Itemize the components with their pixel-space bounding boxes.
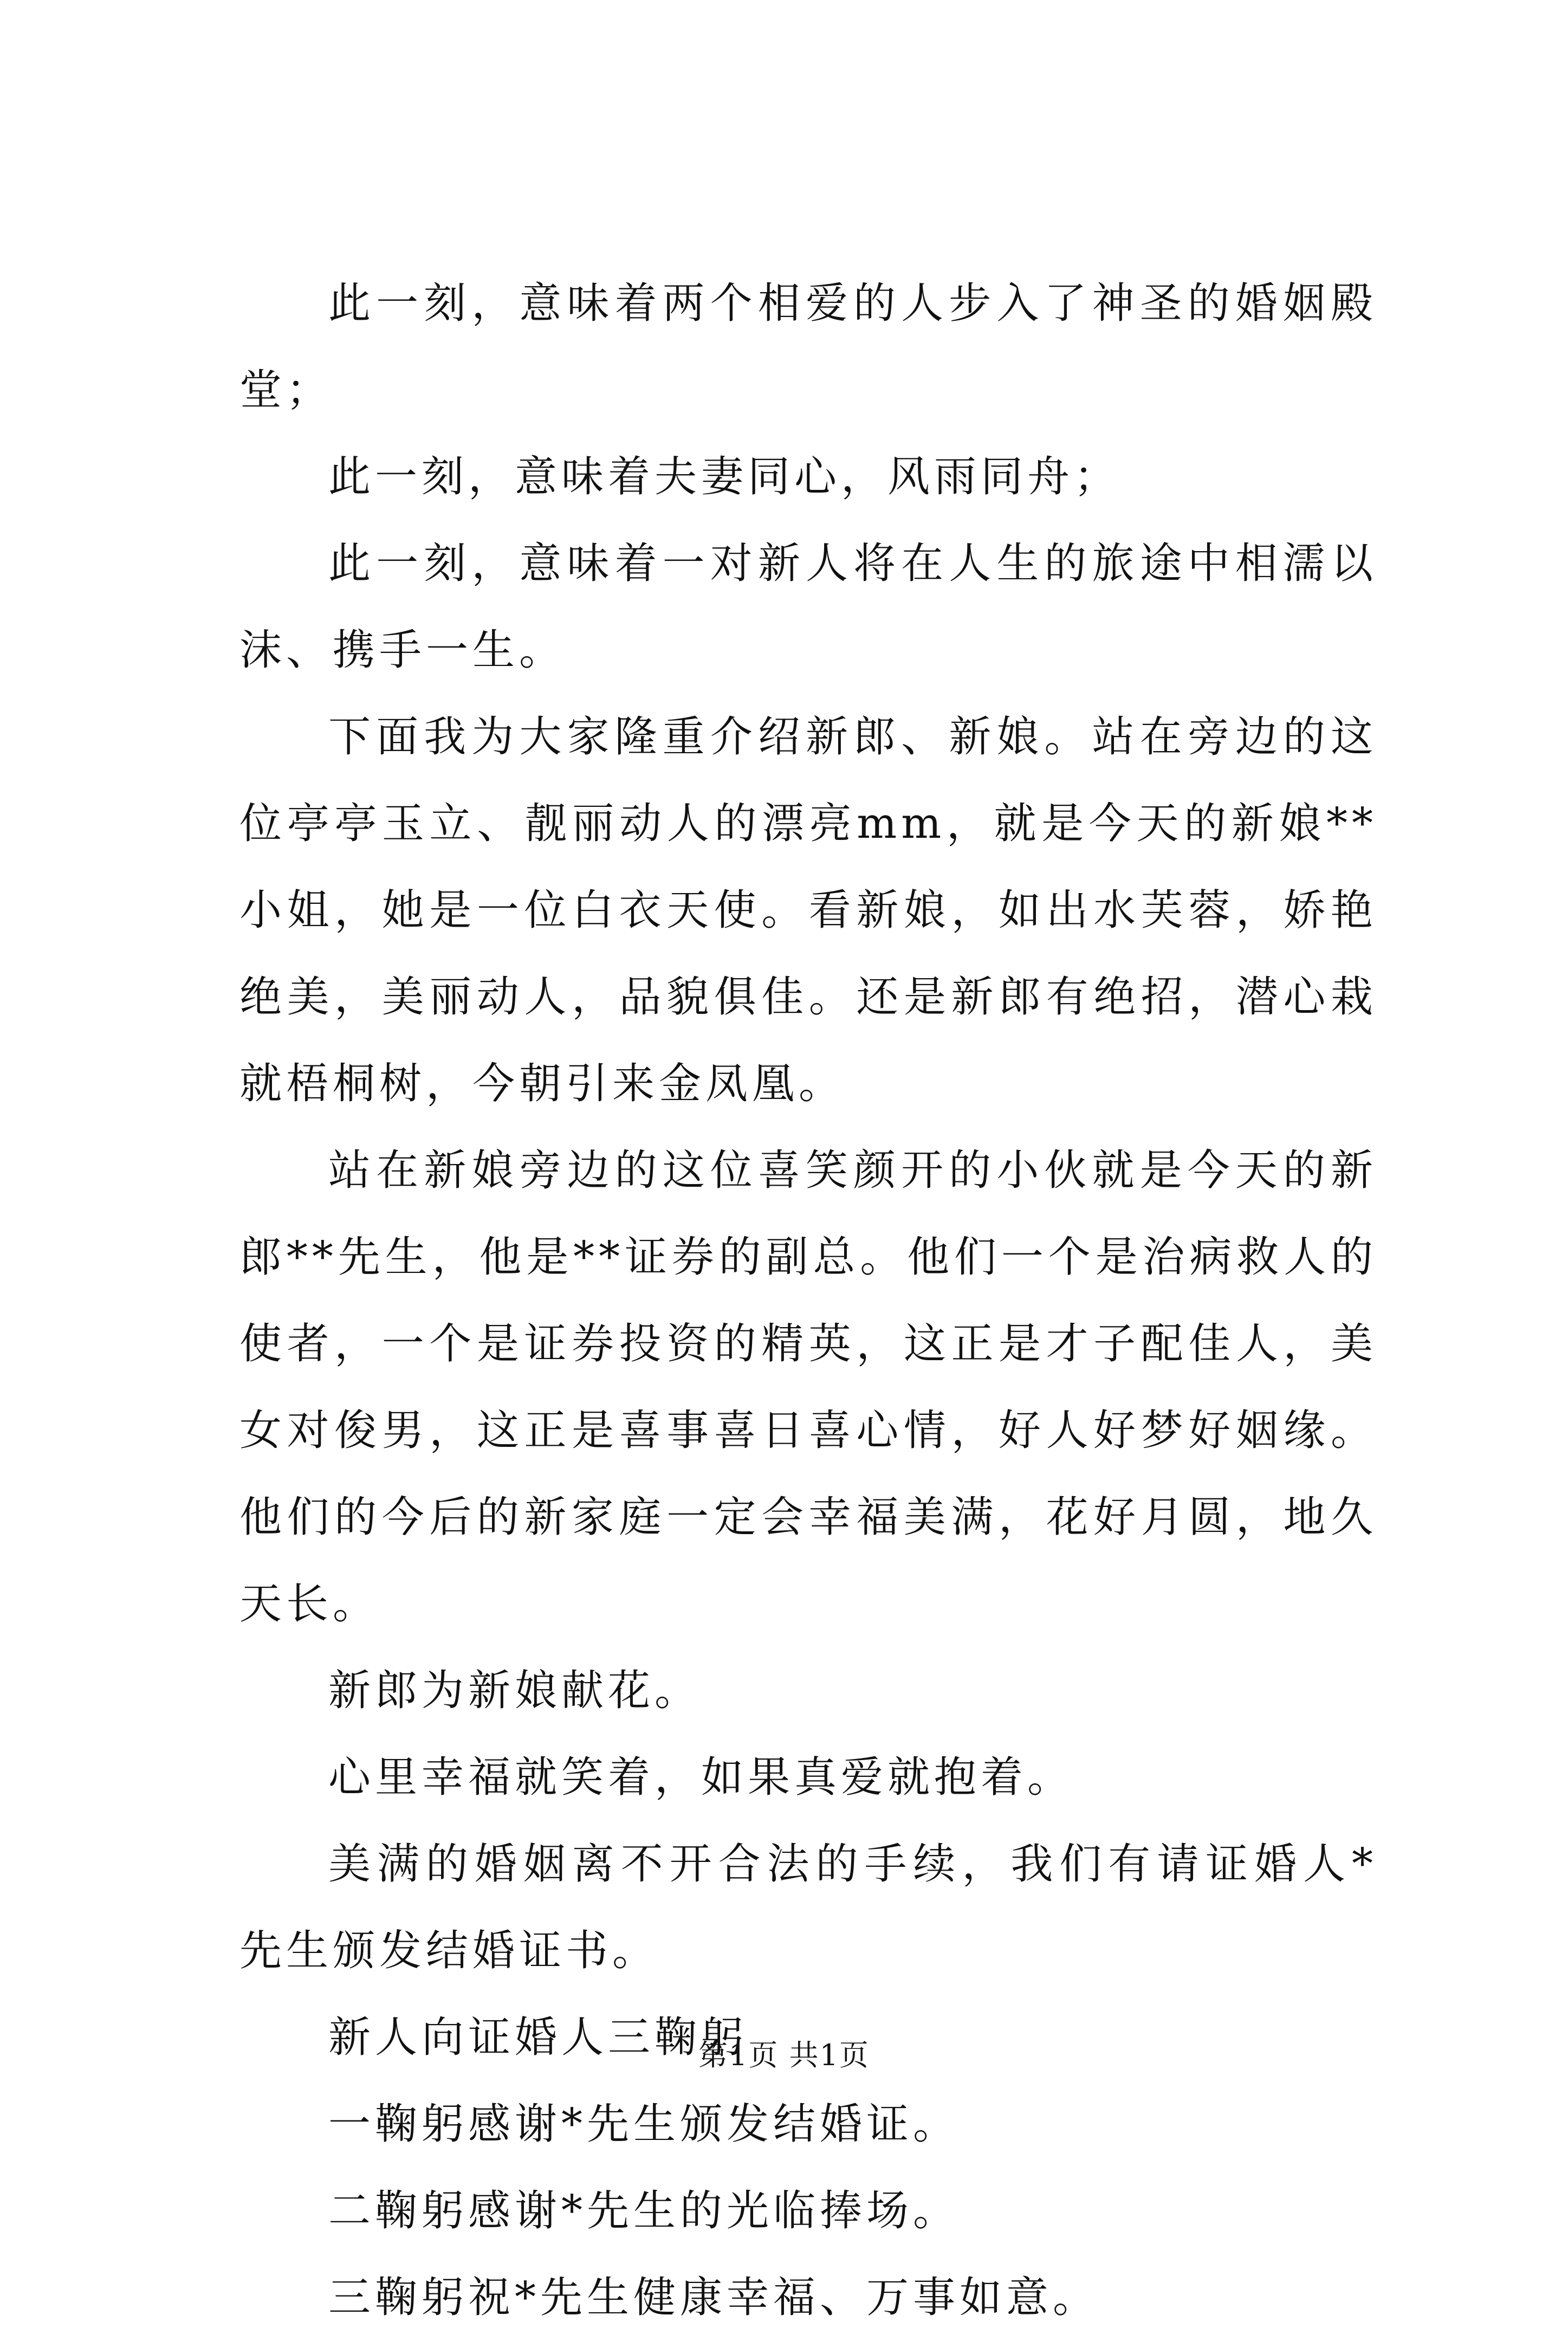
paragraph: 一鞠躬感谢*先生颁发结婚证。 <box>328 2100 960 2149</box>
document-body <box>239 260 1377 2341</box>
paragraph: 三鞠躬祝*先生健康幸福、万事如意。 <box>328 2273 1100 2322</box>
paragraph: 此一刻，意味着一对新人将在人生的旅途中相濡以沫、携手一生。 <box>239 539 1377 675</box>
paragraph: 站在新娘旁边的这位喜笑颜开的小伙就是今天的新郎**先生，他是**证券的副总。他们一个是治病救人的使者，一个是证券投资的精英，这正是才子配佳人，美女对俊男，这正是喜事喜日喜心情，好人好梦好姻缘。他们的今后的新家庭一定会幸福美满，花好月圆，地久天长。 <box>239 1146 1377 1628</box>
page-footer: 第1页 共1页 <box>698 2038 870 2072</box>
paragraph: 此一刻，意味着夫妻同心，风雨同舟； <box>328 452 1121 501</box>
paragraph: 美满的婚姻离不开合法的手续，我们有请证婚人*先生颁发结婚证书。 <box>239 1840 1377 1975</box>
paragraph: 二鞠躬感谢*先生的光临捧场。 <box>328 2187 960 2235</box>
paragraph: 新人向证婚人三鞠躬 <box>328 2013 748 2062</box>
paragraph: 此一刻，意味着两个相爱的人步入了神圣的婚姻殿堂； <box>239 279 1377 415</box>
paragraph: 新郎为新娘献花。 <box>328 1666 702 1715</box>
paragraph: 下面我为大家隆重介绍新郎、新娘。站在旁边的这位亭亭玉立、靓丽动人的漂亮mm，就是今天的新娘**小姐，她是一位白衣天使。看新娘，如出水芙蓉，娇艳绝美，美丽动人，品貌俱佳。还是新郎有绝招，潜心栽就梧桐树，今朝引来金凤凰。 <box>239 713 1377 1108</box>
paragraph: 心里幸福就笑着，如果真爱就抱着。 <box>328 1753 1074 1802</box>
